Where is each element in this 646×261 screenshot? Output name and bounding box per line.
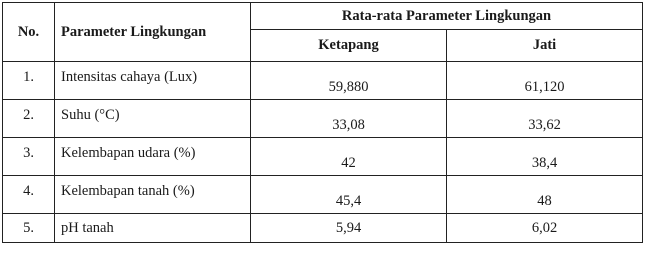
- table-row: [3, 138, 643, 176]
- jati-cell: [447, 138, 643, 176]
- row-number: 4.: [23, 183, 34, 199]
- parameter-cell: [55, 138, 251, 176]
- jati-value: 61,120: [524, 79, 565, 95]
- jati-cell: [447, 214, 643, 243]
- parameter-name: Kelembapan tanah (%): [61, 183, 195, 199]
- row-number-cell: [3, 100, 55, 138]
- parameter-cell: [55, 176, 251, 214]
- parameter-cell: [55, 214, 251, 243]
- row-number-cell: [3, 176, 55, 214]
- jati-value: 6,02: [531, 219, 558, 236]
- ketapang-cell: [251, 176, 447, 214]
- header-no: No.: [3, 3, 55, 62]
- header-ketapang: Ketapang: [251, 30, 447, 62]
- jati-cell: [447, 62, 643, 100]
- row-number: 3.: [23, 145, 34, 161]
- jati-value: 33,62: [528, 117, 561, 133]
- table-header: [3, 3, 643, 62]
- header-average-group: Rata-rata Parameter Lingkungan: [251, 3, 643, 30]
- header-jati: Jati: [447, 30, 643, 62]
- row-number-cell: [3, 62, 55, 100]
- ketapang-cell: [251, 100, 447, 138]
- ketapang-cell: [251, 214, 447, 243]
- parameter-name: Intensitas cahaya (Lux): [61, 69, 198, 85]
- ketapang-value: 5,94: [335, 219, 362, 236]
- parameter-name: pH tanah: [61, 219, 114, 236]
- row-number-cell: [3, 138, 55, 176]
- ketapang-value: 45,4: [335, 193, 362, 209]
- table-row: [3, 214, 643, 243]
- environment-parameter-table: [2, 2, 643, 243]
- parameter-name: Suhu (°C): [61, 107, 120, 123]
- parameter-cell: [55, 62, 251, 100]
- jati-value: 48: [537, 193, 552, 209]
- jati-value: 38,4: [531, 155, 558, 171]
- row-number: 5.: [23, 219, 34, 236]
- ketapang-value: 59,880: [328, 79, 369, 95]
- row-number-cell: [3, 214, 55, 243]
- header-row-top: [3, 3, 643, 30]
- parameter-name: Kelembapan udara (%): [61, 145, 196, 161]
- parameter-cell: [55, 100, 251, 138]
- ketapang-value: 42: [341, 155, 356, 171]
- ketapang-cell: [251, 62, 447, 100]
- header-parameter: Parameter Lingkungan: [55, 3, 251, 62]
- table-row: [3, 62, 643, 100]
- table-body: [3, 62, 643, 243]
- table-row: [3, 176, 643, 214]
- ketapang-value: 33,08: [332, 117, 365, 133]
- table-row: [3, 100, 643, 138]
- ketapang-cell: [251, 138, 447, 176]
- row-number: 2.: [23, 107, 34, 123]
- jati-cell: [447, 100, 643, 138]
- row-number: 1.: [23, 69, 34, 85]
- jati-cell: [447, 176, 643, 214]
